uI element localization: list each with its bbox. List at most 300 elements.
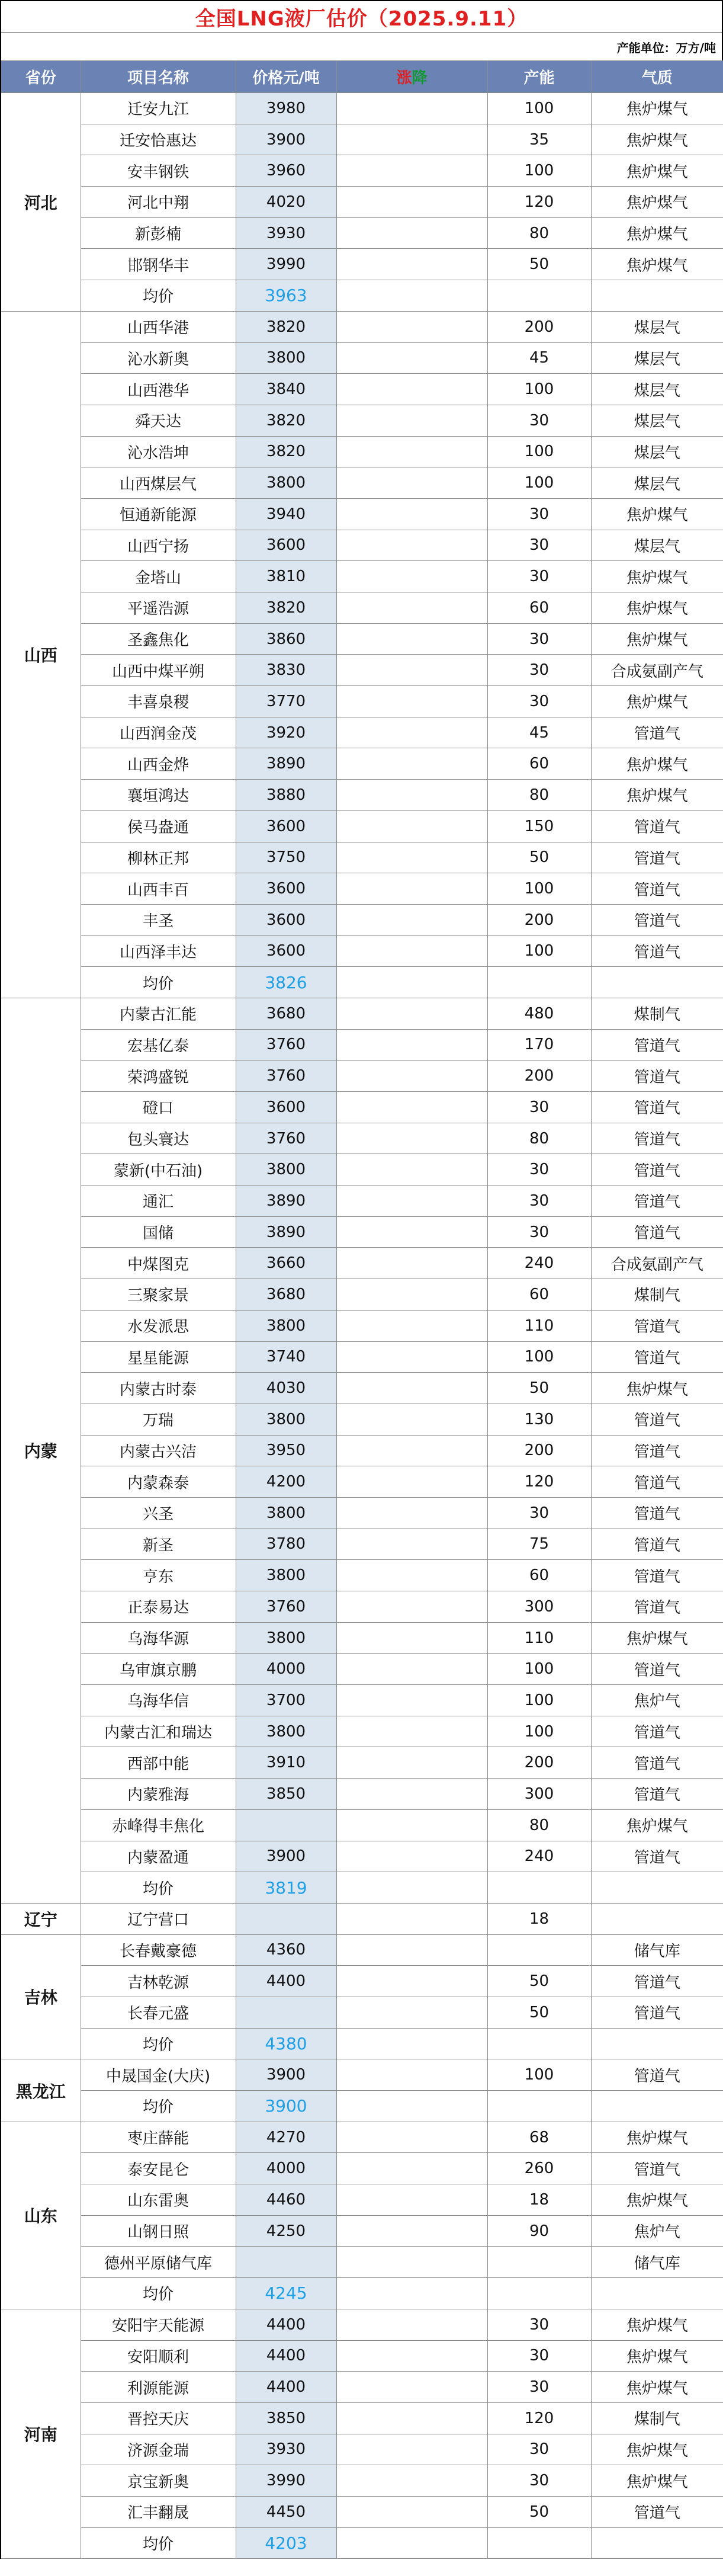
price-cell: 3600	[236, 935, 336, 967]
table-row	[1, 1154, 723, 1186]
capacity-cell: 200	[487, 311, 591, 342]
average-label-cell: 均价	[81, 2091, 236, 2122]
change-cell	[336, 2340, 487, 2372]
change-cell	[336, 1029, 487, 1060]
gas-source-cell: 管道气	[591, 1466, 723, 1498]
project-name-cell: 迁安恰惠达	[81, 124, 236, 155]
gas-source-cell: 焦炉煤气	[591, 93, 723, 124]
price-cell: 3600	[236, 873, 336, 905]
project-name-cell: 通汇	[81, 1186, 236, 1217]
price-cell: 4450	[236, 2496, 336, 2527]
gas-source-cell: 管道气	[591, 1404, 723, 1435]
change-cell	[336, 1123, 487, 1154]
gas-source-cell	[591, 280, 723, 312]
gas-source-cell: 焦炉煤气	[591, 2184, 723, 2216]
project-name-cell: 安阳宇天能源	[81, 2309, 236, 2340]
gas-source-cell: 管道气	[591, 717, 723, 748]
table-row	[1, 2496, 723, 2527]
table-row	[1, 998, 723, 1029]
average-price-cell: 4380	[236, 2028, 336, 2059]
capacity-cell	[487, 280, 591, 312]
project-name-cell: 兴圣	[81, 1497, 236, 1529]
table-row	[1, 124, 723, 155]
header-change-fall: 降	[412, 69, 428, 87]
project-name-cell: 迁安九江	[81, 93, 236, 124]
project-name-cell: 荣鸿盛锐	[81, 1060, 236, 1092]
change-cell	[336, 2527, 487, 2559]
change-cell	[336, 1279, 487, 1311]
change-cell	[336, 1435, 487, 1466]
capacity-cell: 200	[487, 1747, 591, 1779]
price-cell: 3770	[236, 686, 336, 717]
gas-source-cell: 焦炉煤气	[591, 623, 723, 655]
capacity-cell: 120	[487, 187, 591, 218]
header-gas-source: 气质	[591, 61, 723, 93]
gas-source-cell: 煤层气	[591, 530, 723, 561]
project-name-cell: 内蒙古时泰	[81, 1373, 236, 1404]
price-cell: 3920	[236, 717, 336, 748]
price-cell: 3740	[236, 1341, 336, 1373]
gas-source-cell: 焦炉气	[591, 1685, 723, 1716]
capacity-cell: 30	[487, 655, 591, 686]
gas-source-cell: 管道气	[591, 1529, 723, 1560]
project-name-cell: 安阳顺利	[81, 2340, 236, 2372]
price-cell: 3820	[236, 311, 336, 342]
capacity-cell: 30	[487, 1497, 591, 1529]
change-cell	[336, 1716, 487, 1747]
gas-source-cell: 管道气	[591, 1591, 723, 1623]
table-row	[1, 1779, 723, 1810]
price-cell: 3880	[236, 780, 336, 811]
table-row	[1, 1060, 723, 1092]
province-cell: 山西	[1, 311, 81, 998]
price-cell: 3960	[236, 155, 336, 187]
capacity-cell: 18	[487, 2184, 591, 2216]
price-cell: 3800	[236, 1560, 336, 1591]
change-cell	[336, 1216, 487, 1248]
gas-source-cell: 煤层气	[591, 342, 723, 374]
project-name-cell: 安丰钢铁	[81, 155, 236, 187]
price-cell: 3900	[236, 2059, 336, 2091]
average-row	[1, 280, 723, 312]
header-province: 省份	[1, 61, 81, 93]
capacity-cell: 30	[487, 405, 591, 436]
project-name-cell: 侯马盎通	[81, 810, 236, 842]
capacity-cell: 50	[487, 2496, 591, 2527]
project-name-cell: 山西港华	[81, 374, 236, 405]
table-row	[1, 1435, 723, 1466]
gas-source-cell: 管道气	[591, 842, 723, 873]
change-cell	[336, 2122, 487, 2153]
project-name-cell: 乌海华信	[81, 1685, 236, 1716]
capacity-cell: 100	[487, 873, 591, 905]
change-cell	[336, 1373, 487, 1404]
project-name-cell: 山西润金茂	[81, 717, 236, 748]
table-row	[1, 2247, 723, 2278]
table-row	[1, 1404, 723, 1435]
price-cell: 3900	[236, 124, 336, 155]
project-name-cell: 济源金瑞	[81, 2434, 236, 2465]
capacity-cell: 200	[487, 904, 591, 935]
price-cell: 3990	[236, 249, 336, 280]
gas-source-cell: 管道气	[591, 1747, 723, 1779]
average-label-cell: 均价	[81, 2278, 236, 2309]
table-row	[1, 810, 723, 842]
project-name-cell: 新圣	[81, 1529, 236, 1560]
gas-source-cell: 管道气	[591, 1716, 723, 1747]
change-cell	[336, 1809, 487, 1841]
project-name-cell: 新彭楠	[81, 217, 236, 249]
table-row	[1, 2184, 723, 2216]
table-row	[1, 1809, 723, 1841]
project-name-cell: 山西宁扬	[81, 530, 236, 561]
capacity-cell: 30	[487, 2340, 591, 2372]
change-cell	[336, 124, 487, 155]
gas-source-cell: 管道气	[591, 1841, 723, 1872]
change-cell	[336, 2247, 487, 2278]
project-name-cell: 内蒙森泰	[81, 1466, 236, 1498]
gas-source-cell: 管道气	[591, 810, 723, 842]
project-name-cell: 金塔山	[81, 561, 236, 592]
price-cell: 3820	[236, 405, 336, 436]
price-cell: 3800	[236, 467, 336, 499]
table-row	[1, 686, 723, 717]
province-cell: 山东	[1, 2122, 81, 2309]
table-row	[1, 1186, 723, 1217]
gas-source-cell: 焦炉煤气	[591, 187, 723, 218]
project-name-cell: 晋控天庆	[81, 2402, 236, 2434]
change-cell	[336, 405, 487, 436]
capacity-cell	[487, 2527, 591, 2559]
table-row	[1, 1373, 723, 1404]
price-cell: 3950	[236, 1435, 336, 1466]
change-cell	[336, 374, 487, 405]
capacity-cell	[487, 2091, 591, 2122]
capacity-cell	[487, 2247, 591, 2278]
table-row	[1, 187, 723, 218]
gas-source-cell: 管道气	[591, 1092, 723, 1123]
price-cell: 3680	[236, 998, 336, 1029]
price-cell: 4460	[236, 2184, 336, 2216]
price-cell: 3980	[236, 93, 336, 124]
project-name-cell: 辽宁营口	[81, 1903, 236, 1934]
table-row	[1, 530, 723, 561]
gas-source-cell: 焦炉煤气	[591, 2372, 723, 2403]
capacity-cell: 170	[487, 1029, 591, 1060]
project-name-cell: 长春元盛	[81, 1997, 236, 2028]
gas-source-cell: 焦炉煤气	[591, 217, 723, 249]
change-cell	[336, 280, 487, 312]
gas-source-cell: 焦炉煤气	[591, 561, 723, 592]
project-name-cell: 西部中能	[81, 1747, 236, 1779]
capacity-cell: 110	[487, 1310, 591, 1341]
price-cell: 3820	[236, 436, 336, 467]
change-cell	[336, 780, 487, 811]
project-name-cell: 丰喜泉稷	[81, 686, 236, 717]
price-cell: 3930	[236, 2434, 336, 2465]
gas-source-cell: 管道气	[591, 1154, 723, 1186]
table-row	[1, 1248, 723, 1279]
project-name-cell: 乌审旗京鹏	[81, 1654, 236, 1685]
price-cell: 3800	[236, 1404, 336, 1435]
change-cell	[336, 2184, 487, 2216]
average-label-cell: 均价	[81, 2028, 236, 2059]
header-price: 价格元/吨	[236, 61, 336, 93]
gas-source-cell: 焦炉煤气	[591, 780, 723, 811]
gas-source-cell: 焦炉煤气	[591, 249, 723, 280]
table-row	[1, 1123, 723, 1154]
project-name-cell: 三聚家景	[81, 1279, 236, 1311]
capacity-cell: 30	[487, 2309, 591, 2340]
capacity-cell: 68	[487, 2122, 591, 2153]
gas-source-cell: 管道气	[591, 1029, 723, 1060]
average-row	[1, 2527, 723, 2559]
project-name-cell: 中晟国金(大庆)	[81, 2059, 236, 2091]
gas-source-cell: 管道气	[591, 1779, 723, 1810]
change-cell	[336, 1310, 487, 1341]
capacity-cell: 60	[487, 1279, 591, 1311]
gas-source-cell: 管道气	[591, 935, 723, 967]
change-cell	[336, 311, 487, 342]
price-cell: 3660	[236, 1248, 336, 1279]
change-cell	[336, 2402, 487, 2434]
province-cell: 河北	[1, 93, 81, 312]
price-cell: 4000	[236, 2153, 336, 2184]
project-name-cell: 水发派思	[81, 1310, 236, 1341]
price-cell: 3910	[236, 1747, 336, 1779]
price-cell: 4200	[236, 1466, 336, 1498]
project-name-cell: 沁水新奥	[81, 342, 236, 374]
project-name-cell: 河北中翔	[81, 187, 236, 218]
table-row	[1, 498, 723, 530]
capacity-cell: 30	[487, 2465, 591, 2497]
gas-source-cell: 焦炉煤气	[591, 2434, 723, 2465]
price-cell: 3820	[236, 592, 336, 624]
price-cell: 3700	[236, 1685, 336, 1716]
project-name-cell: 山西中煤平朔	[81, 655, 236, 686]
gas-source-cell: 煤制气	[591, 1279, 723, 1311]
gas-source-cell: 焦炉煤气	[591, 1622, 723, 1654]
change-cell	[336, 2091, 487, 2122]
project-name-cell: 长春戴豪德	[81, 1934, 236, 1966]
price-cell: 3760	[236, 1029, 336, 1060]
table-row	[1, 374, 723, 405]
price-cell: 3800	[236, 1310, 336, 1341]
gas-source-cell: 煤层气	[591, 405, 723, 436]
capacity-cell: 30	[487, 2434, 591, 2465]
price-cell: 4030	[236, 1373, 336, 1404]
change-cell	[336, 1779, 487, 1810]
gas-source-cell: 管道气	[591, 2153, 723, 2184]
gas-source-cell: 焦炉煤气	[591, 2309, 723, 2340]
table-row	[1, 1934, 723, 1966]
capacity-cell: 100	[487, 935, 591, 967]
province-cell: 吉林	[1, 1934, 81, 2059]
change-cell	[336, 1747, 487, 1779]
change-cell	[336, 967, 487, 998]
change-cell	[336, 2028, 487, 2059]
gas-source-cell: 管道气	[591, 1060, 723, 1092]
change-cell	[336, 1404, 487, 1435]
capacity-cell: 30	[487, 1186, 591, 1217]
gas-source-cell: 管道气	[591, 904, 723, 935]
change-cell	[336, 935, 487, 967]
gas-source-cell: 管道气	[591, 1966, 723, 1997]
change-cell	[336, 93, 487, 124]
project-name-cell: 丰圣	[81, 904, 236, 935]
table-row	[1, 2402, 723, 2434]
gas-source-cell: 煤层气	[591, 436, 723, 467]
gas-source-cell: 储气库	[591, 1934, 723, 1966]
project-name-cell: 蒙新(中石油)	[81, 1154, 236, 1186]
project-name-cell: 汇丰翻晟	[81, 2496, 236, 2527]
gas-source-cell: 煤层气	[591, 374, 723, 405]
table-row	[1, 1654, 723, 1685]
change-cell	[336, 1997, 487, 2028]
gas-source-cell: 焦炉煤气	[591, 155, 723, 187]
capacity-cell: 50	[487, 1966, 591, 1997]
change-cell	[336, 1966, 487, 1997]
gas-source-cell: 焦炉煤气	[591, 1809, 723, 1841]
change-cell	[336, 2434, 487, 2465]
table-row	[1, 2122, 723, 2153]
average-row	[1, 2278, 723, 2309]
capacity-cell: 100	[487, 1685, 591, 1716]
gas-source-cell: 管道气	[591, 1560, 723, 1591]
gas-source-cell	[591, 1872, 723, 1904]
capacity-cell: 260	[487, 2153, 591, 2184]
price-cell: 4400	[236, 2309, 336, 2340]
project-name-cell: 沁水浩坤	[81, 436, 236, 467]
table-row	[1, 561, 723, 592]
table-row	[1, 1310, 723, 1341]
average-price-cell: 3819	[236, 1872, 336, 1904]
capacity-cell: 130	[487, 1404, 591, 1435]
price-cell: 3860	[236, 623, 336, 655]
change-cell	[336, 2059, 487, 2091]
change-cell	[336, 249, 487, 280]
change-cell	[336, 1092, 487, 1123]
change-cell	[336, 530, 487, 561]
price-cell: 3600	[236, 810, 336, 842]
price-cell: 3800	[236, 1154, 336, 1186]
change-cell	[336, 436, 487, 467]
table-row	[1, 467, 723, 499]
change-cell	[336, 2215, 487, 2247]
table-row	[1, 155, 723, 187]
capacity-cell: 60	[487, 592, 591, 624]
change-cell	[336, 1560, 487, 1591]
change-cell	[336, 686, 487, 717]
change-cell	[336, 1529, 487, 1560]
project-name-cell: 内蒙雅海	[81, 1779, 236, 1810]
change-cell	[336, 1934, 487, 1966]
gas-source-cell	[591, 1903, 723, 1934]
average-row	[1, 2091, 723, 2122]
project-name-cell: 内蒙盈通	[81, 1841, 236, 1872]
province-cell: 内蒙	[1, 998, 81, 1903]
price-cell: 4250	[236, 2215, 336, 2247]
project-name-cell: 国储	[81, 1216, 236, 1248]
gas-source-cell: 焦炉煤气	[591, 748, 723, 780]
table-row	[1, 1341, 723, 1373]
change-cell	[336, 873, 487, 905]
table-row	[1, 623, 723, 655]
gas-source-cell: 合成氨副产气	[591, 1248, 723, 1279]
change-cell	[336, 467, 487, 499]
capacity-cell	[487, 2278, 591, 2309]
project-name-cell: 邯钢华丰	[81, 249, 236, 280]
table-row	[1, 655, 723, 686]
average-label-cell: 均价	[81, 280, 236, 312]
project-name-cell: 泰安昆仑	[81, 2153, 236, 2184]
change-cell	[336, 1903, 487, 1934]
change-cell	[336, 1248, 487, 1279]
table-row	[1, 1216, 723, 1248]
price-cell: 3600	[236, 1092, 336, 1123]
table-row	[1, 405, 723, 436]
change-cell	[336, 2372, 487, 2403]
table-row	[1, 1497, 723, 1529]
capacity-cell: 30	[487, 1216, 591, 1248]
table-row	[1, 2372, 723, 2403]
change-cell	[336, 2309, 487, 2340]
table-row	[1, 2153, 723, 2184]
capacity-cell: 200	[487, 1435, 591, 1466]
price-cell: 3600	[236, 530, 336, 561]
gas-source-cell: 管道气	[591, 1341, 723, 1373]
project-name-cell: 平遥浩源	[81, 592, 236, 624]
table-row	[1, 1591, 723, 1623]
gas-source-cell: 管道气	[591, 873, 723, 905]
table-row	[1, 2465, 723, 2497]
gas-source-cell: 管道气	[591, 1435, 723, 1466]
gas-source-cell	[591, 967, 723, 998]
change-cell	[336, 1154, 487, 1186]
capacity-cell: 80	[487, 1123, 591, 1154]
gas-source-cell: 管道气	[591, 1186, 723, 1217]
capacity-cell: 240	[487, 1841, 591, 1872]
province-cell: 辽宁	[1, 1903, 81, 1934]
province-cell: 河南	[1, 2309, 81, 2559]
price-cell	[236, 1903, 336, 1934]
capacity-cell: 30	[487, 686, 591, 717]
gas-source-cell: 管道气	[591, 2496, 723, 2527]
project-name-cell: 舜天达	[81, 405, 236, 436]
price-cell: 3800	[236, 1622, 336, 1654]
unit-note: 产能单位：万方/吨	[0, 33, 723, 60]
change-cell	[336, 1622, 487, 1654]
change-cell	[336, 748, 487, 780]
capacity-cell: 240	[487, 1248, 591, 1279]
header-change	[336, 61, 487, 93]
average-price-cell: 3963	[236, 280, 336, 312]
capacity-cell: 100	[487, 93, 591, 124]
table-row	[1, 592, 723, 624]
table-row	[1, 2059, 723, 2091]
price-table	[0, 60, 723, 2559]
project-name-cell: 德州平原储气库	[81, 2247, 236, 2278]
price-cell: 3800	[236, 342, 336, 374]
project-name-cell: 赤峰得丰焦化	[81, 1809, 236, 1841]
gas-source-cell: 管道气	[591, 1216, 723, 1248]
gas-source-cell: 煤制气	[591, 998, 723, 1029]
gas-source-cell: 焦炉煤气	[591, 686, 723, 717]
gas-source-cell: 合成氨副产气	[591, 655, 723, 686]
price-cell: 4270	[236, 2122, 336, 2153]
project-name-cell: 圣鑫焦化	[81, 623, 236, 655]
capacity-cell: 60	[487, 748, 591, 780]
